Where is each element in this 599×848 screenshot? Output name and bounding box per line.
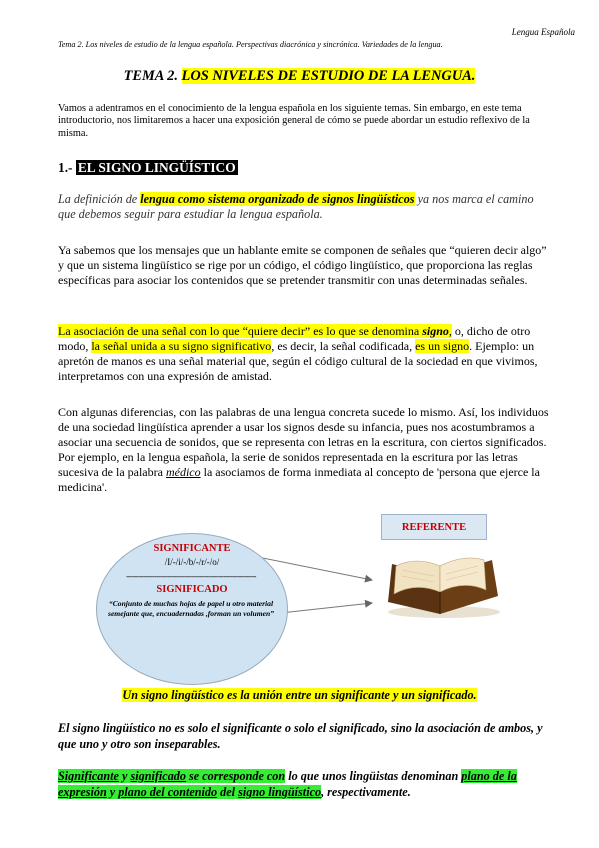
p2-text-f: , es decir, la señal codificada, bbox=[271, 339, 416, 353]
p2-text-h: . Ejemplo: un apretón de manos es una señal material que, según el código cultural de la sociedad en que vivimos, interpretamos con una expresión de amistad. bbox=[58, 339, 538, 383]
paragraph-1: Ya sabemos que los mensajes que un hablante emite se componen de señales que “quieren decir algo” y que un sistema lingüístico se rige por un código, el código lingüístico, que proporciona las reglas específicas para asociar los contenidos que se pretender transmitir con unas determinadas señales. bbox=[58, 243, 547, 287]
b2-text-e: lo que unos lingüistas denominan bbox=[285, 769, 462, 783]
significante-label: SIGNIFICANTE bbox=[153, 543, 231, 554]
section-number: 1.- bbox=[58, 160, 76, 175]
significado-gloss: “Conjunto de muchas hojas de papel u otro material semejante que, encuadernadas ,forman un volumen” bbox=[107, 599, 275, 618]
caption-text: Un signo lingüístico es la unión entre un significante y un significado. bbox=[122, 688, 477, 702]
book-icon bbox=[382, 552, 504, 620]
referente-box: REFERENTE bbox=[381, 514, 487, 540]
p3-text-c: la asociamos de forma inmediata al concepto de 'persona que ejerce la medicina'. bbox=[58, 465, 540, 494]
p2-highlight-a: La asociación de una señal con lo que “quiere decir” es lo que se denomina bbox=[58, 324, 423, 338]
b2-text-k: , respectivamente. bbox=[321, 785, 411, 799]
bold-paragraph-2 bbox=[58, 768, 552, 800]
b2-del: del bbox=[217, 785, 239, 799]
b2-significante: Significante bbox=[58, 769, 119, 783]
b2-signo-linguistico: signo lingüístico bbox=[238, 785, 322, 799]
p2-text-d: o, dicho de otro modo, bbox=[58, 324, 531, 353]
definition-text-a: La definición de bbox=[58, 192, 141, 206]
phonemes-text: /I/-/i/-/b/-/r/-/o/ bbox=[164, 557, 220, 567]
title-highlight: LOS NIVELES DE ESTUDIO DE LA LENGUA. bbox=[181, 68, 476, 84]
intro-paragraph: Vamos a adentramos en el conocimiento de la lengua española en los siguiente temas. Sin embargo, en este tema introductorio, nos limitaremos a hacer una exposición general de cómo se puede abordar un estudio reflexivo de la misma. bbox=[58, 103, 530, 139]
b2-y2: y bbox=[106, 785, 119, 799]
section-title: EL SIGNO LINGÜÍSTICO bbox=[77, 160, 236, 175]
p3-text-a: Con algunas diferencias, con las palabras de una lengua concreta sucede lo mismo. Así, los individuos de una sociedad lingüística aprender a usar los signos desde su infancia, pues nos acostumbramos a asociar una secuencia de sonidos, que se representa con letras en la escritura, con ciertos significados. Por ejemplo, en la lengua española, la serie de sonidos representada en la escritura por las letras sucesiva de la palabra bbox=[58, 405, 549, 479]
p2-signo: signo bbox=[422, 324, 449, 338]
definition-text-c: ya nos marca el camino que debemos seguir para estudiar la lengua española. bbox=[58, 192, 534, 221]
p2-highlight-e: la señal unida a su signo significativo bbox=[91, 339, 272, 353]
definition-highlight: lengua como sistema organizado de signos lingüísticos bbox=[140, 192, 415, 206]
b2-plano-contenido: plano del contenido bbox=[118, 785, 218, 799]
b2-corresponde: se corresponde con bbox=[186, 769, 286, 783]
sign-caption bbox=[0, 688, 599, 703]
p2-highlight-g: es un signo bbox=[415, 339, 470, 353]
p2-comma: , bbox=[448, 324, 452, 338]
header-topic: Tema 2. Los niveles de estudio de la lengua española. Perspectivas diacrónica y sincrónica. Variedades de la lengua. bbox=[58, 40, 443, 49]
dashed-divider: ------------------------------------------------------------ bbox=[126, 572, 256, 581]
b2-plano-expresion: plano de la expresión bbox=[58, 769, 517, 799]
b2-significado: significado bbox=[130, 769, 186, 783]
header-subject: Lengua Española bbox=[511, 27, 575, 37]
b2-y1: y bbox=[118, 769, 131, 783]
title-prefix: TEMA 2. bbox=[123, 68, 182, 84]
bold-paragraph-1: El signo lingüístico no es solo el significante o solo el significado, sino la asociación de ambos, y que uno y otro son inseparables. bbox=[58, 721, 543, 751]
p3-word-medico: médico bbox=[165, 465, 201, 479]
significado-label: SIGNIFICADO bbox=[156, 584, 228, 595]
